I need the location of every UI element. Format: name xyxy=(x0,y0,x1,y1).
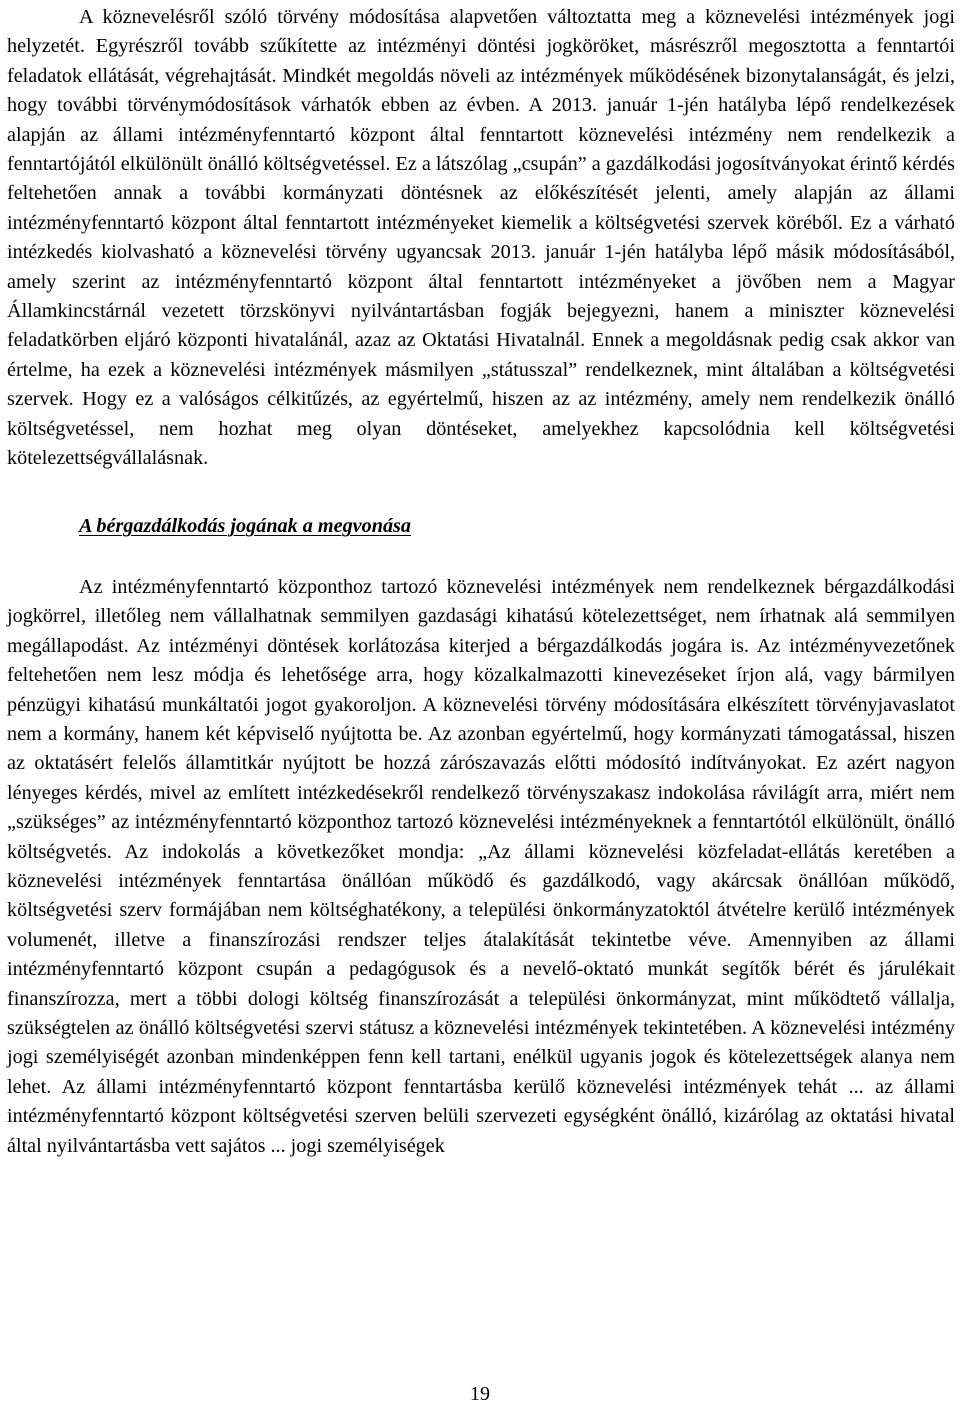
page-number: 19 xyxy=(470,1383,490,1405)
document-body xyxy=(7,3,955,1161)
section-heading: A bérgazdálkodás jogának a megvonása xyxy=(79,514,411,537)
paragraph-wage-management: Az intézményfenntartó központhoz tartozó köznevelési intézmények nem rendelkeznek bérgazdálkodási jogkörrel, illetőleg nem vállalhatnak semmilyen gazdasági kihatású kötelezettséget, nem írhatnak alá semmilyen megállapodást. Az intézményi döntések korlátozása kiterjed a bérgazdálkodás jogára is. Az intézményvezetőnek feltehetően nem lesz módja és lehetősége arra, hogy közalkalmazotti kinevezéseket írjon alá, vagy bármilyen pénzügyi kihatású munkáltatói jogot gyakoroljon. A köznevelési törvény módosítására elkészített törvényjavaslatot nem a kormány, hanem két képviselő nyújtotta be. Az azonban egyértelmű, hogy kormányzati támogatással, hiszen az oktatásért felelős államtitkár nyújtott be hozzá zárószavazás előtti módosító indítványokat. Ez azért nagyon lényeges kérdés, mivel az említett intézkedésekről rendelkező törvényszakasz indokolása rávilágít arra, miért nem „szükséges” az intézményfenntartó központhoz tartozó köznevelési intézményeknek a fenntartótól elkülönült, önálló költségvetés. Az indokolás a következőket mondja: „Az állami köznevelési közfeladat-ellátás keretében a köznevelési intézmények fenntartása önállóan működő és gazdálkodó, vagy akárcsak önállóan működő, költségvetési szerv formájában nem költséghatékony, a települési önkormányzatoktól átvételre kerülő intézmények volumenét, illetve a finanszírozási rendszer teljes átalakítását tekintetbe véve. Amennyiben az állami intézményfenntartó központ csupán a pedagógusok és a nevelő-oktató munkát segítők bérét és járulékait finanszírozza, mert a többi dologi költség finanszírozását a települési önkormányzat, mint működtető vállalja, szükségtelen az önálló költségvetési szervi státusz a köznevelési intézmények tekintetében. A köznevelési intézmény jogi személyiségét azonban mindenképpen fenn kell tartani, enélkül ugyanis jogok és kötelezettségek alanya nem lehet. Az állami intézményfenntartó központ fenntartásba kerülő köznevelési intézmények tehát ... az állami intézményfenntartó központ költségvetési szerven belüli szervezeti egységként önálló, kizárólag az oktatási hivatal által nyilvántartásba vett sajátos ... jogi személyiségek xyxy=(7,575,955,1157)
paragraph-legal-status: A köznevelésről szóló törvény módosítása alapvetően változtatta meg a köznevelési intézmények jogi helyzetét. Egyrészről tovább szűkítette az intézményi döntési jogköröket, másrészről megosztotta a fenntartói feladatok ellátását, végrehajtását. Mindkét megoldás növeli az intézmények működésének bizonytalanságát, és jelzi, hogy további törvénymódosítások várhatók ebben az évben. A 2013. január 1-jén hatályba lépő rendelkezések alapján az állami intézményfenntartó központ által fenntartott köznevelési intézmény nem rendelkezik a fenntartójától elkülönült önálló költségvetéssel. Ez a látszólag „csupán” a gazdálkodási jogosítványokat érintő kérdés feltehetően annak a további kormányzati döntésnek az előkészítését jelenti, amely alapján az állami intézményfenntartó központ által fenntartott intézményeket kiemelik a költségvetési szervek köréből. Ez a várható intézkedés kiolvasható a köznevelési törvény ugyancsak 2013. január 1-jén hatályba lépő másik módosításából, amely szerint az intézményfenntartó központ által fenntartott intézményeket a jövőben nem a Magyar Államkincstárnál vezetett törzskönyvi nyilvántartásban fogják bejegyezni, hanem a miniszter köznevelési feladatkörben eljáró központi hivatalánál, azaz az Oktatási Hivatalnál. Ennek a megoldásnak pedig csak akkor van értelme, ha ezek a köznevelési intézmények másmilyen „státusszal” rendelkeznek, mint általában a költségvetési szervek. Hogy ez a valóságos célkitűzés, az egyértelmű, hiszen az az intézmény, amely nem rendelkezik önálló költségvetéssel, nem hozhat meg olyan döntéseket, amelyekhez kapcsolódnia kell költségvetési kötelezettségvállalásnak. xyxy=(7,6,955,470)
